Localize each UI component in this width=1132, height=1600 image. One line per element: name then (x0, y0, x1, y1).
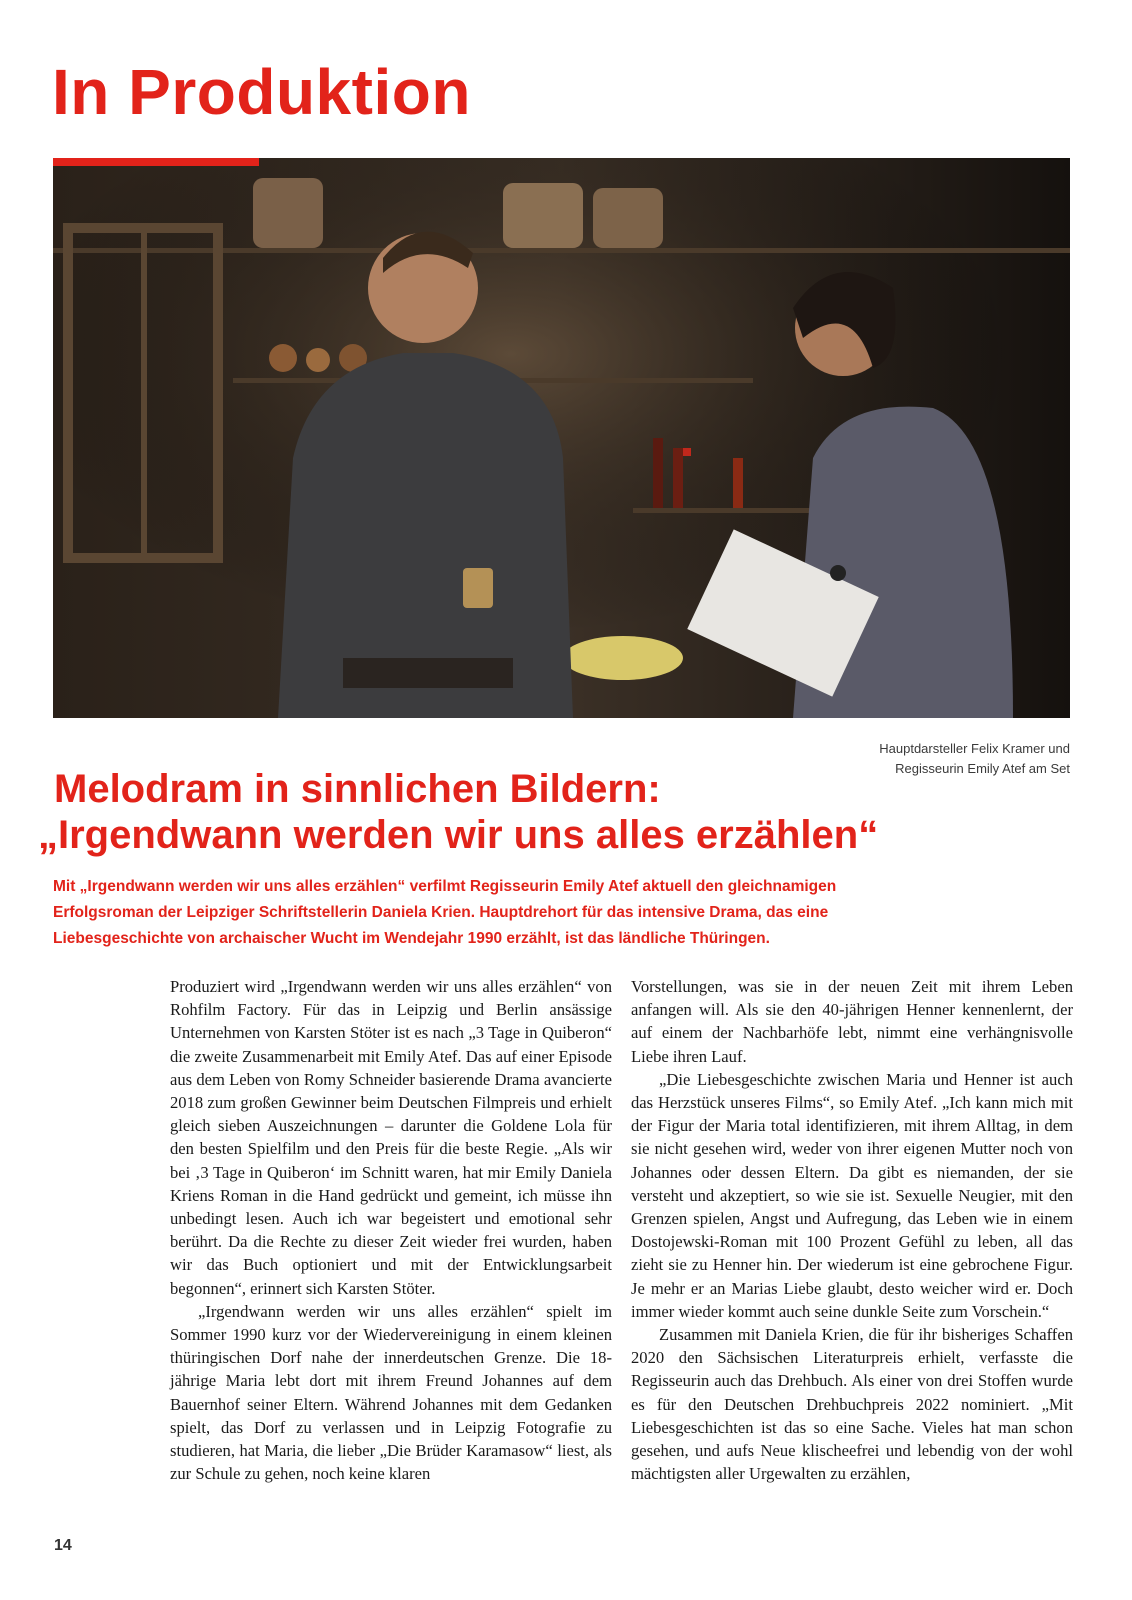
headline-line-1: Melodram in sinnlichen Bildern: (54, 767, 661, 811)
section-title: In Produktion (52, 56, 471, 128)
photo-caption: Hauptdarsteller Felix Kramer und Regisseurin Emily Atef am Set (879, 741, 1070, 776)
body-paragraph: Vorstellungen, was sie in der neuen Zeit mit ihrem Leben anfangen will. Als sie den 40-jährigen Henner kennenlernt, der auf einem der Nachbarhöfe lebt, nimmt eine verhängnisvolle Liebe ihren Lauf. (631, 977, 1073, 1066)
body-column-left (170, 975, 612, 1485)
article-lead: Mit „Irgendwann werden wir uns alles erzählen“ verfilmt Regisseurin Emily Atef aktuell den gleichnamigen Erfolgsroman der Leipziger Schriftstellerin Daniela Krien. Hauptdrehort für das intensive Drama, das eine Liebesgeschichte von archaischer Wucht im Wendejahr 1990 erzählt, ist das ländliche Thüringen. (53, 878, 837, 947)
body-column-right (631, 975, 1073, 1485)
body-paragraph: „Irgendwann werden wir uns alles erzählen“ spielt im Sommer 1990 kurz vor der Wiedervereinigung in einem kleinen thüringischen Dorf nahe der innerdeutschen Grenze. Die 18-jährige Maria lebt dort mit ihrem Freund Johannes auf dem Bauernhof seiner Eltern. Während Johannes mit dem Gedanken spielt, das Dorf zu verlassen und in Leipzig Fotografie zu studieren, hat Maria, die lieber „Die Brüder Karamasow“ liest, als zur Schule zu gehen, noch keine klaren (170, 1301, 612, 1484)
set-photo-illustration (53, 158, 1070, 718)
article-headline (38, 766, 918, 858)
page-number: 14 (54, 1537, 72, 1554)
body-paragraph: Zusammen mit Daniela Krien, die für ihr bisheriges Schaffen 2020 den Sächsischen Literaturpreis erhielt, verfasste die Regisseurin auch das Drehbuch. Als einer von drei Stoffen wurde es für den Deutschen Drehbuchpreis 2022 nominiert. „Mit Liebesgeschichten ist das so eine Sache. Vieles hat man schon gesehen, und aufs Neue klischeefrei und lebendig von der wohl mächtigsten aller Urgewalten zu erzählen, (631, 1325, 1073, 1484)
body-paragraph: Produziert wird „Irgendwann werden wir uns alles erzählen“ von Rohfilm Factory. Für das in Leipzig und Berlin ansässige Unternehmen von Karsten Stöter ist es nach „3 Tage in Quiberon“ die zweite Zusammenarbeit mit Emily Atef. Das auf einer Episode aus dem Leben von Romy Schneider basierende Drama avancierte 2018 zum großen Gewinner beim Deutschen Filmpreis und erhielt gleich sieben Auszeichnungen – darunter die Goldene Lola für den besten Spielfilm und den Preis für die beste Regie. „Als wir bei ‚3 Tage in Quiberon‘ im Schnitt waren, hat mir Emily Daniela Kriens Roman in die Hand gedrückt und gemeint, ich müsse ihn unbedingt lesen. Auch ich war begeistert und emotional sehr berührt. Da die Rechte zu dieser Zeit wieder frei wurden, haben wir das Buch optioniert und mit der Entwicklungsarbeit begonnen“, erinnert sich Karsten Stöter. (170, 977, 612, 1298)
article-photo (53, 158, 1070, 718)
accent-bar (53, 158, 259, 166)
body-paragraph: „Die Liebesgeschichte zwischen Maria und Henner ist auch das Herzstück unseres Films“, so Emily Atef. „Ich kann mich mit der Figur der Maria total identifizieren, mit ihrem Alltag, in dem sie nicht gesehen wird, weder von ihrer eigenen Mutter noch von Johannes oder dessen Eltern. Da gibt es niemanden, der sie versteht und akzeptiert, so wie sie ist. Sexuelle Neugier, mit den Grenzen spielen, Angst und Aufregung, das Leben wie in einem Dostojewski-Roman mit 100 Prozent Gefühl zu leben, all das zieht sie zu Henner hin. Der wiederum ist eine gebrochene Figur. Je mehr er an Marias Liebe glaubt, desto weicher wird er. Doch immer wieder kommt auch seine dunkle Seite zum Vorschein.“ (631, 1069, 1073, 1321)
headline-line-2: „Irgendwann werden wir uns alles erzählen“ (38, 813, 879, 857)
